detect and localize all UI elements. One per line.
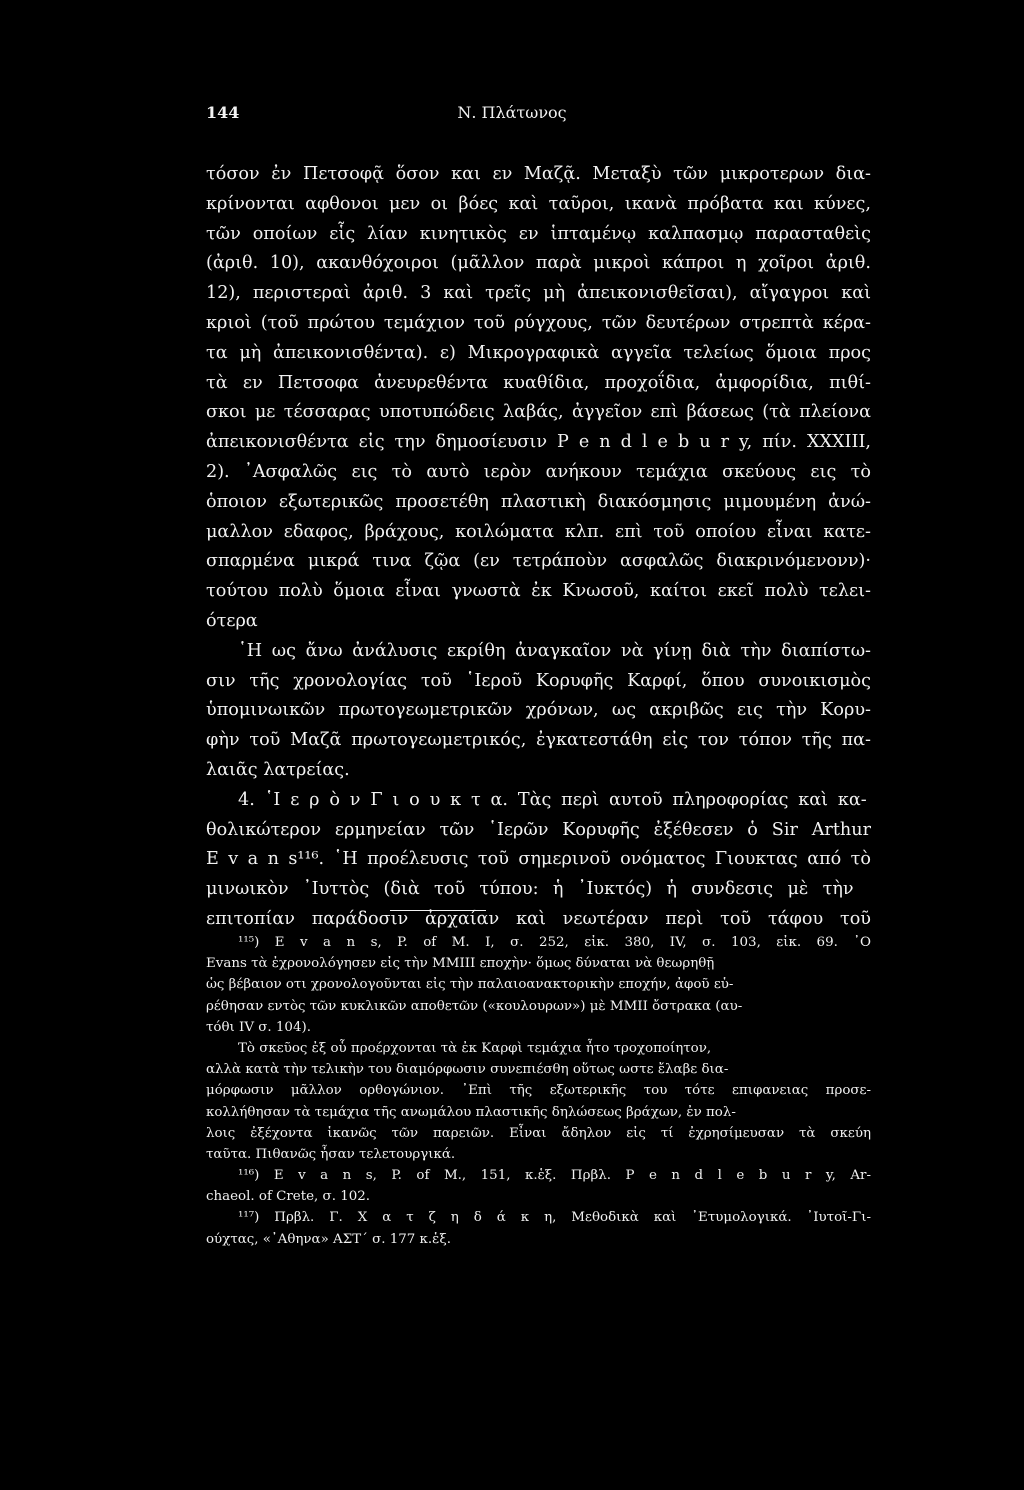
footnote-line: λοις ἐξέχοντα ἱκανῶς τῶν παρειῶν. Εἶναι ἄδηλον εἰς τί ἐχρησίμευσαν τὰ σκεύη bbox=[206, 1125, 871, 1141]
body-line: τόσον ἐν Πετσοφᾷ ὅσον και εν Μαζᾷ. Μεταξὺ τῶν μικροτερων δια- bbox=[206, 164, 871, 184]
footnotes bbox=[206, 932, 871, 1250]
footnote-line: ¹¹⁶) E v a n s, P. of M., 151, κ.ἑξ. Πρβλ. P e n d l e b u r y, Ar- bbox=[238, 1168, 871, 1184]
body-line: σιν τῆς χρονολογίας τοῦ ῾Ιεροῦ Κορυφῆς Καρφί, ὅπου συνοικισμὸς bbox=[206, 670, 871, 691]
footnote-line: τόθι IV σ. 104). bbox=[206, 1019, 311, 1035]
body-line: επιτοπίαν παράδοσιν ἀρχαίαν καὶ νεωτέραν περὶ τοῦ τάφου τοῦ bbox=[206, 908, 871, 929]
body-line: 12), περιστεραὶ ἀριθ. 3 καὶ τρεῖς μὴ ἀπεικονισθεῖσαι), αἴγαγροι καὶ bbox=[206, 283, 871, 304]
page-number: 144 bbox=[206, 103, 240, 122]
running-head: Ν. Πλάτωνος bbox=[457, 103, 567, 122]
body-line: φὴν τοῦ Μαζᾶ πρωτογεωμετρικός, ἐγκατεστάθη εἰς τον τόπον τῆς πα- bbox=[206, 730, 871, 751]
body-line: τούτου πολὺ ὅμοια εἶναι γνωστὰ ἐκ Κνωσοῦ, καίτοι εκεῖ πολὺ τελει- bbox=[206, 581, 871, 602]
body-line: τα μὴ ἀπεικονισθέντα). ε) Μικρογραφικὰ αγγεῖα τελείως ὅμοια προς bbox=[206, 342, 871, 363]
footnote-line: ούχτας, «᾿Αθηνα» ΑΣΤ΄ σ. 177 κ.ἑξ. bbox=[206, 1231, 451, 1247]
body-line: ἀπεικονισθέντα εἰς την δημοσίευσιν P e n d l e b u r y, πίν. XXXIII, bbox=[206, 432, 871, 453]
body-line: μαλλον εδαφος, βράχους, κοιλώματα κλπ. επὶ τοῦ οποίου εἶναι κατε- bbox=[206, 521, 871, 542]
body-line: τῶν οποίων εἷς λίαν κινητικὸς εν ἱπταμένῳ καλπασμῳ παρασταθεὶς bbox=[206, 223, 871, 244]
body-line: κρίνονται αφθονοι μεν οι βόες καὶ ταῦροι, ικανὰ πρόβατα και κύνες, bbox=[206, 193, 871, 214]
footnote-line: ¹¹⁵) E v a n s, P. of M. I, σ. 252, εἰκ. 380, IV, σ. 103, εἰκ. 69. ᾿Ο bbox=[238, 935, 871, 950]
footnote-line: ¹¹⁷) Πρβλ. Γ. Χ α τ ζ η δ ά κ η, Μεθοδικὰ καὶ ᾿Ετυμολογικά. ᾿Ιυτοῖ-Γι- bbox=[238, 1210, 871, 1226]
footnote-line: ρέθησαν εντὸς τῶν κυκλικῶν αποθετῶν («κουλουρων») μὲ MMII ὄστρακα (αυ- bbox=[206, 998, 743, 1014]
body-line: κριοὶ (τοῦ πρώτου τεμάχιον τοῦ ρύγχους, τῶν δευτέρων στρεπτὰ κέρα- bbox=[206, 312, 871, 333]
body-line: θολικώτερον ερμηνείαν τῶν ῾Ιερῶν Κορυφῆς ἐξέθεσεν ὁ Sir Arthur bbox=[206, 819, 871, 840]
footnote-line: αλλὰ κατὰ τὴν τελικὴν του διαμόρφωσιν συνεπιέσθη οὕτως ωστε ἔλαβε δια- bbox=[206, 1062, 729, 1078]
body-text bbox=[206, 160, 871, 935]
footnote-line: μόρφωσιν μᾶλλον ορθογώνιον. ᾿Επὶ τῆς εξωτερικῆς του τότε επιφανειας προσε- bbox=[206, 1083, 871, 1099]
footnote-line: ταῦτα. Πιθανῶς ἦσαν τελετουργικά. bbox=[206, 1146, 456, 1162]
footnote-separator bbox=[390, 910, 486, 911]
footnote-line: Τὸ σκεῦος ἐξ οὗ προέρχονται τὰ ἐκ Καρφὶ τεμάχια ἦτο τροχοποίητον, bbox=[238, 1040, 712, 1056]
body-line: μινωικὸν ᾿Ιυττὸς (διὰ τοῦ τύπου: ἡ ᾿Ιυκτός) ἡ συνδεσις μὲ τὴν bbox=[206, 879, 854, 900]
body-line: ῾Η ως ἄνω ἀνάλυσις εκρίθη ἀναγκαῖον νὰ γίνῃ διὰ τὴν διαπίστω- bbox=[238, 640, 871, 661]
footnote-line: chaeol. of Crete, σ. 102. bbox=[206, 1189, 371, 1205]
body-line: λαιᾶς λατρείας. bbox=[206, 759, 350, 780]
body-line: ὁποιον εξωτερικῶς προσετέθη πλαστικὴ διακόσμησις μιμουμένη ἀνώ- bbox=[206, 491, 871, 512]
footnote-line: κολλήθησαν τὰ τεμάχια τῆς ανωμάλου πλαστικῆς δηλώσεως βράχων, ἐν πολ- bbox=[206, 1104, 736, 1120]
body-line: (ἀριθ. 10), ακανθόχοιροι (μᾶλλον παρὰ μικροὶ κάπροι η χοῖροι ἀριθ. bbox=[206, 253, 871, 274]
body-line: E v a n s¹¹⁶. ῾Η προέλευσις τοῦ σημερινοῦ ονόματος Γιουκτας από τὸ bbox=[206, 849, 871, 870]
body-line: 2). ᾿Ασφαλῶς εις τὸ αυτὸ ιερὸν ανήκουν τεμάχια σκεύους εις τὸ bbox=[206, 461, 871, 482]
body-line: ὑπομινωικῶν πρωτογεωμετρικῶν χρόνων, ως ακριβῶς εις τὴν Κορυ- bbox=[206, 700, 871, 721]
body-line: 4. ῾Ι ε ρ ὸ ν Γ ι ο υ κ τ α. Τὰς περὶ αυτοῦ πληροφορίας καὶ κα- bbox=[238, 789, 867, 810]
body-line: ότερα bbox=[206, 610, 258, 631]
body-line: τὰ εν Πετσοφα ἀνευρεθέντα κυαθίδια, προχοΐδια, ἀμφορίδια, πιθί- bbox=[206, 372, 871, 393]
footnote-line: Evans τὰ ἐχρονολόγησεν εἰς τὴν MMIII εποχὴν· ὅμως δύναται νὰ θεωρηθῇ bbox=[206, 956, 715, 972]
body-line: σπαρμένα μικρά τινα ζῷα (εν τετράποὺν ασφαλῶς διακρινόμενονν)· bbox=[206, 551, 871, 572]
footnote-line: ὡς βέβαιον οτι χρονολογοῦνται εἰς τὴν παλαιοανακτορικὴν εποχήν, ἀφοῦ εὑ- bbox=[206, 977, 734, 993]
body-line: σκοι με τέσσαρας υποτυπώδεις λαβάς, ἀγγεῖον επὶ βάσεως (τὰ πλείονα bbox=[206, 402, 871, 423]
